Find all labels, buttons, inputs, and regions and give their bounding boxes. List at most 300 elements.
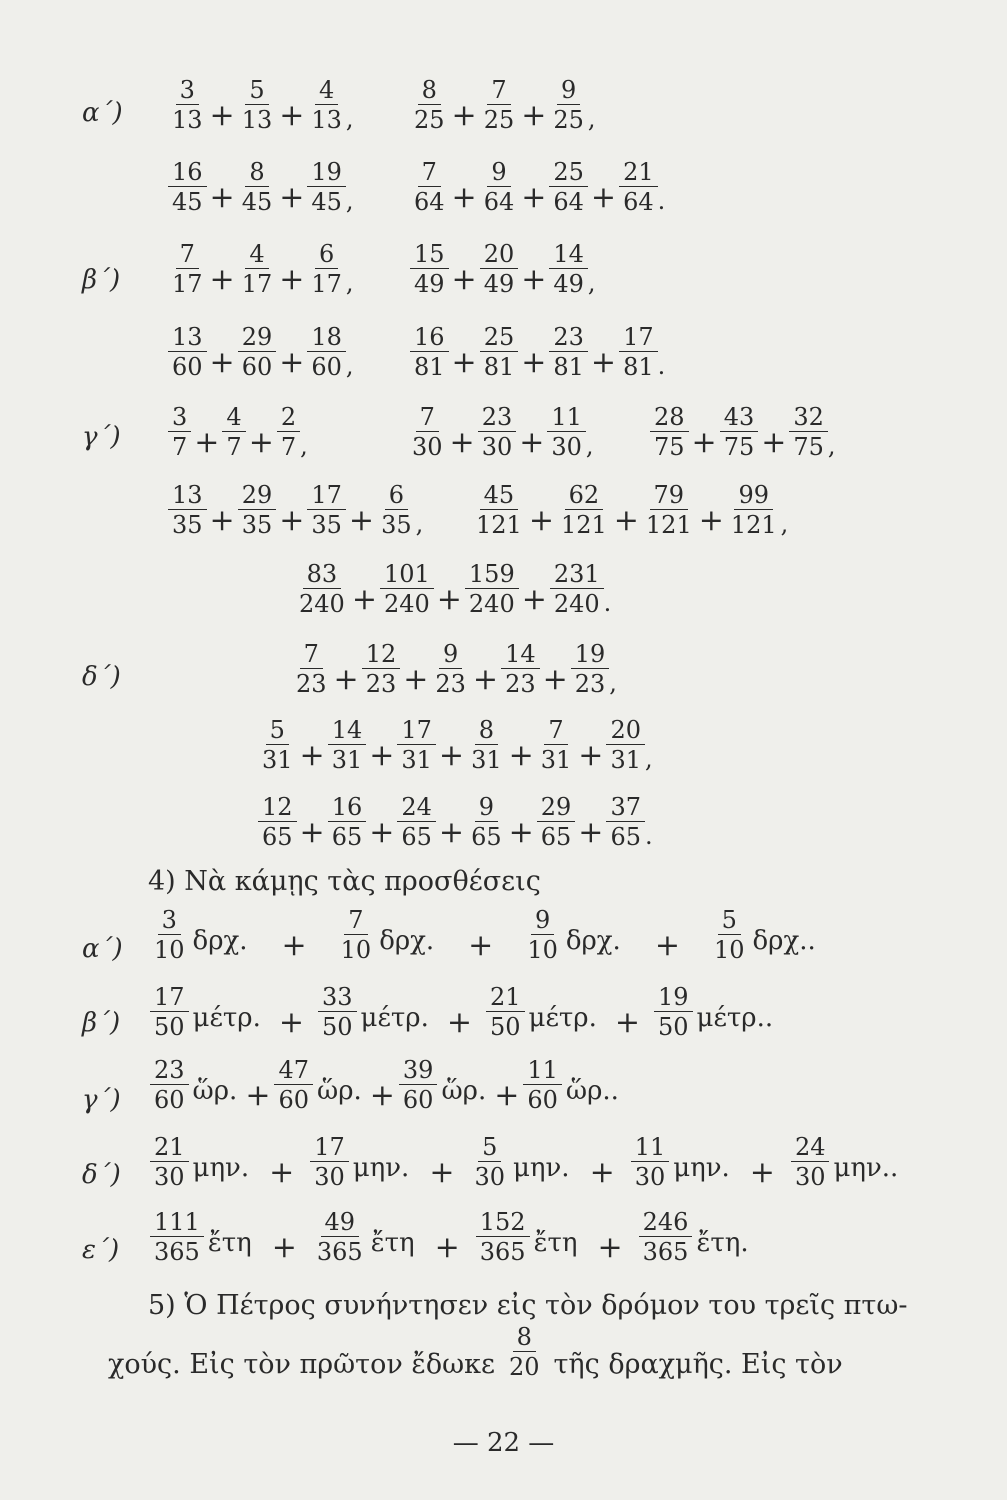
fraction-denominator: 13: [241, 106, 273, 134]
fraction-numerator: 5: [718, 908, 741, 935]
fraction: [549, 325, 588, 379]
fraction-denominator: 365: [154, 1238, 200, 1266]
plus-sign: +: [271, 1229, 297, 1265]
fraction: [399, 1058, 438, 1112]
unit-label: μέτρ.: [360, 1003, 429, 1033]
plus-sign: +: [209, 261, 235, 297]
fraction-denominator: 50: [154, 1013, 185, 1041]
plus-sign: +: [279, 179, 305, 215]
fraction: [168, 483, 207, 537]
fraction-denominator: 25: [553, 106, 584, 134]
fraction: [397, 718, 436, 772]
fraction-numerator: 6: [315, 242, 338, 269]
plus-sign: +: [468, 927, 494, 963]
plus-sign: +: [508, 737, 534, 773]
exercise-row: [295, 562, 611, 616]
fraction-denominator: 49: [414, 270, 445, 298]
punctuation: ,: [587, 105, 596, 133]
fraction-numerator: 16: [168, 160, 207, 187]
fraction-numerator: 17: [307, 483, 346, 510]
fraction-denominator: 45: [311, 188, 342, 216]
fraction-numerator: 29: [238, 483, 277, 510]
fraction: [318, 985, 357, 1039]
fraction-denominator: 60: [154, 1086, 185, 1114]
fraction-numerator: 79: [650, 483, 689, 510]
punctuation: ,: [585, 432, 594, 460]
plus-sign: +: [438, 737, 465, 773]
plus-sign: +: [436, 581, 462, 617]
fraction: [472, 483, 526, 537]
fraction-numerator: 32: [789, 405, 828, 432]
fraction-denominator: 30: [412, 433, 443, 461]
fraction-numerator: 19: [307, 160, 346, 187]
punctuation: .: [657, 187, 666, 215]
fraction: [307, 78, 346, 132]
fraction-numerator: 16: [410, 325, 449, 352]
plus-sign: +: [521, 581, 547, 617]
exercise-row: [410, 78, 596, 132]
fraction-numerator: 9: [557, 78, 580, 105]
exercise-row: [650, 405, 836, 459]
fraction-numerator: 17: [397, 718, 436, 745]
fraction-denominator: 13: [172, 106, 203, 134]
fraction-numerator: 25: [480, 325, 519, 352]
fraction-numerator: 12: [362, 642, 401, 669]
fraction-denominator: 81: [623, 353, 654, 381]
exercise-row: [258, 795, 653, 849]
fraction: [150, 1135, 189, 1189]
fraction-denominator: 30: [474, 1163, 506, 1191]
fraction-numerator: 101: [380, 562, 434, 589]
fraction-denominator: 10: [340, 936, 372, 964]
fraction-denominator: 60: [402, 1086, 434, 1114]
fraction: [238, 325, 277, 379]
fraction-denominator: 7: [226, 433, 242, 461]
plus-sign: +: [508, 814, 534, 850]
fraction: [476, 1210, 530, 1264]
fraction-denominator: 30: [314, 1163, 345, 1191]
fraction-denominator: 31: [331, 746, 363, 774]
fraction-numerator: 9: [439, 642, 462, 669]
plus-sign: +: [521, 179, 547, 215]
exercise-row: [408, 405, 594, 459]
plus-sign: +: [269, 1154, 295, 1190]
section-5-line-2-end: τῆς δραχμῆς. Εἰς τὸν: [553, 1348, 843, 1380]
fraction-denominator: 23: [505, 670, 536, 698]
fraction: [720, 405, 759, 459]
fraction-denominator: 60: [311, 353, 342, 381]
fraction-numerator: 7: [416, 405, 439, 432]
label-gamma-2: γ΄): [82, 1085, 121, 1115]
fraction-denominator: 65: [471, 823, 502, 851]
fraction: [710, 908, 749, 962]
fraction-numerator: 25: [549, 160, 588, 187]
fraction-numerator: 4: [245, 242, 268, 269]
fraction-numerator: 24: [397, 795, 436, 822]
fraction-numerator: 19: [654, 985, 693, 1012]
unit-label: μέτρ.: [528, 1003, 597, 1033]
punctuation: ,: [345, 187, 354, 215]
fraction-numerator: 9: [531, 908, 554, 935]
fraction: [465, 562, 519, 616]
fraction-denominator: 31: [610, 746, 641, 774]
fraction: [431, 642, 470, 696]
fraction: [168, 325, 207, 379]
unit-row: [150, 1135, 902, 1189]
fraction-denominator: 31: [262, 746, 293, 774]
unit-label: μην.: [192, 1153, 250, 1183]
exercise-row: [410, 160, 665, 214]
plus-sign: +: [519, 424, 545, 460]
fraction: [410, 325, 449, 379]
punctuation: ,: [345, 105, 354, 133]
fraction-numerator: 8: [475, 718, 498, 745]
fraction-numerator: 7: [418, 160, 441, 187]
fraction: [606, 718, 645, 772]
fraction-numerator: 29: [537, 795, 576, 822]
fraction-denominator: 35: [311, 511, 342, 539]
fraction-denominator: 49: [483, 270, 515, 298]
fraction: [307, 242, 346, 296]
fraction-denominator: 64: [623, 188, 654, 216]
fraction-numerator: 246: [639, 1210, 693, 1237]
unit-row: [150, 1058, 623, 1112]
fraction-denominator: 10: [713, 936, 745, 964]
punctuation: ,: [780, 510, 789, 538]
fraction: [486, 985, 525, 1039]
fraction: [307, 325, 346, 379]
plus-sign: +: [451, 261, 477, 297]
fraction-denominator: 7: [172, 433, 188, 461]
fraction: [478, 405, 517, 459]
unit-label: μέτρ..: [696, 1003, 774, 1033]
unit-label: ἔτη: [370, 1228, 415, 1258]
fraction-denominator: 25: [414, 106, 445, 134]
fraction-numerator: 5: [478, 1135, 501, 1162]
fraction: [362, 642, 401, 696]
plus-sign: +: [590, 344, 617, 380]
plus-sign: +: [578, 814, 604, 850]
fraction-denominator: 60: [527, 1086, 558, 1114]
fraction: [619, 325, 658, 379]
fraction: [377, 483, 416, 537]
fraction: [523, 908, 562, 962]
plus-sign: +: [472, 661, 499, 697]
fraction: [397, 795, 436, 849]
plus-sign: +: [278, 1004, 304, 1040]
fraction-denominator: 121: [476, 511, 522, 539]
fraction-denominator: 65: [540, 823, 572, 851]
fraction-numerator: 3: [158, 908, 181, 935]
label-alpha-2: α΄): [82, 934, 123, 964]
fraction-denominator: 60: [241, 353, 273, 381]
fraction: [654, 985, 693, 1039]
fraction-numerator: 19: [571, 642, 610, 669]
fraction: [537, 718, 576, 772]
fraction-numerator: 7: [176, 242, 199, 269]
fraction-denominator: 64: [553, 188, 584, 216]
exercise-row: [168, 160, 354, 214]
fraction: [222, 405, 245, 459]
punctuation: .: [603, 589, 612, 617]
fraction-denominator: 23: [435, 670, 466, 698]
unit-label: ὥρ..: [565, 1076, 619, 1106]
fraction-numerator: 152: [476, 1210, 530, 1237]
fraction: [547, 405, 586, 459]
unit-row: [150, 985, 777, 1039]
fraction-denominator: 13: [311, 106, 342, 134]
fraction-denominator: 121: [730, 511, 777, 539]
fraction: [470, 1135, 509, 1189]
plus-sign: +: [369, 737, 395, 773]
plus-sign: +: [299, 814, 325, 850]
fraction-denominator: 50: [658, 1013, 689, 1041]
fraction-denominator: 121: [645, 511, 692, 539]
fraction-denominator: 365: [316, 1238, 363, 1266]
fraction-numerator: 29: [238, 325, 277, 352]
plus-sign: +: [691, 424, 717, 460]
fraction-denominator: 30: [481, 433, 513, 461]
fraction-numerator: 4: [315, 78, 338, 105]
fraction-numerator: 3: [168, 405, 191, 432]
plus-sign: +: [698, 502, 724, 538]
punctuation: ,: [415, 510, 424, 538]
exercise-row: [292, 642, 617, 696]
plus-sign: +: [451, 97, 477, 133]
plus-sign: +: [279, 502, 305, 538]
plus-sign: +: [369, 814, 395, 850]
fraction: [631, 1135, 670, 1189]
plus-sign: +: [589, 1154, 615, 1190]
fraction-numerator: 17: [310, 1135, 349, 1162]
fraction: [328, 718, 367, 772]
fraction-denominator: 240: [383, 590, 430, 618]
exercise-row: [168, 78, 354, 132]
fraction-numerator: 21: [486, 985, 525, 1012]
fraction-numerator: 8: [418, 78, 441, 105]
plus-sign: +: [521, 261, 547, 297]
fraction: [789, 405, 828, 459]
plus-sign: +: [333, 661, 359, 697]
fraction-numerator: 45: [480, 483, 519, 510]
fraction-numerator: 16: [328, 795, 367, 822]
fraction: [549, 160, 588, 214]
plus-sign: +: [351, 581, 377, 617]
punctuation: .: [657, 352, 666, 380]
exercise-row: [168, 325, 354, 379]
plus-sign: +: [597, 1229, 623, 1265]
fraction: [480, 242, 519, 296]
fraction-numerator: 3: [176, 78, 199, 105]
fraction-numerator: 13: [168, 325, 207, 352]
plus-sign: +: [209, 502, 235, 538]
unit-label: δρχ.: [565, 926, 621, 956]
fraction-numerator: 9: [475, 795, 498, 822]
fraction: [238, 78, 277, 132]
label-delta-2: δ΄): [82, 1160, 121, 1190]
fraction-denominator: 240: [553, 590, 600, 618]
unit-label: μην.: [673, 1153, 730, 1183]
exercise-row: [168, 483, 423, 537]
fraction-denominator: 31: [471, 746, 502, 774]
fraction-numerator: 14: [501, 642, 540, 669]
fraction-numerator: 11: [523, 1058, 562, 1085]
section-5-fraction: [505, 1325, 544, 1379]
fraction: [295, 562, 349, 616]
fraction-numerator: 23: [150, 1058, 189, 1085]
fraction-denominator: 10: [154, 936, 185, 964]
fraction-numerator: 159: [465, 562, 519, 589]
fraction-denominator: 75: [654, 433, 685, 461]
plus-sign: +: [279, 261, 305, 297]
unit-label: μην.: [513, 1153, 570, 1183]
fraction-numerator: 11: [547, 405, 586, 432]
fraction-denominator: 17: [241, 270, 273, 298]
fraction-denominator: 81: [414, 353, 445, 381]
fraction-denominator: 65: [401, 823, 432, 851]
fraction-numerator: 39: [399, 1058, 438, 1085]
fraction-numerator: 33: [318, 985, 357, 1012]
fraction: [549, 78, 588, 132]
label-beta: β΄): [82, 265, 121, 295]
fraction-numerator: 4: [222, 405, 245, 432]
fraction-numerator: 14: [549, 242, 588, 269]
fraction: [410, 242, 449, 296]
label-delta: δ΄): [82, 662, 121, 692]
label-alpha: α΄): [82, 98, 123, 128]
fraction-denominator: 20: [508, 1353, 540, 1381]
fraction-denominator: 25: [483, 106, 515, 134]
fraction: [537, 795, 576, 849]
section-4-heading: 4) Νὰ κάμῃς τὰς προσθέσεις: [148, 866, 541, 897]
fraction-denominator: 35: [241, 511, 273, 539]
fraction-denominator: 17: [172, 270, 203, 298]
fraction: [467, 718, 506, 772]
fraction-numerator: 28: [650, 405, 689, 432]
fraction-numerator: 37: [606, 795, 645, 822]
fraction: [328, 795, 367, 849]
plus-sign: +: [446, 1004, 472, 1040]
fraction: [410, 78, 449, 132]
unit-label: ὥρ.: [192, 1076, 238, 1106]
plus-sign: +: [348, 502, 375, 538]
punctuation: ,: [609, 669, 617, 697]
fraction-denominator: 31: [401, 746, 432, 774]
fraction: [238, 483, 277, 537]
fraction: [307, 483, 346, 537]
fraction: [480, 160, 519, 214]
fraction-numerator: 8: [513, 1325, 536, 1352]
fraction-denominator: 35: [172, 511, 203, 539]
plus-sign: +: [194, 424, 220, 460]
fraction-numerator: 7: [344, 908, 367, 935]
punctuation: ,: [300, 432, 308, 460]
unit-label: ἔτη: [533, 1228, 578, 1258]
punctuation: ,: [345, 269, 354, 297]
fraction: [380, 562, 434, 616]
fraction-numerator: 21: [150, 1135, 189, 1162]
fraction-numerator: 17: [619, 325, 658, 352]
fraction: [313, 1210, 367, 1264]
plus-sign: +: [209, 179, 235, 215]
fraction-numerator: 21: [619, 160, 658, 187]
fraction-numerator: 6: [385, 483, 408, 510]
fraction: [619, 160, 658, 214]
fraction: [337, 908, 376, 962]
fraction-numerator: 14: [328, 718, 367, 745]
unit-label: ὥρ.: [441, 1076, 487, 1106]
fraction-denominator: 45: [241, 188, 273, 216]
fraction-denominator: 240: [299, 590, 345, 618]
fraction-numerator: 20: [606, 718, 645, 745]
punctuation: ,: [644, 745, 653, 773]
fraction: [168, 78, 207, 132]
fraction-denominator: 31: [540, 746, 572, 774]
label-gamma: γ΄): [82, 422, 121, 452]
fraction-numerator: 2: [277, 405, 300, 432]
fraction-numerator: 13: [168, 483, 207, 510]
fraction-numerator: 7: [487, 78, 510, 105]
fraction-denominator: 17: [311, 270, 342, 298]
fraction-denominator: 23: [296, 670, 327, 698]
fraction-denominator: 65: [610, 823, 641, 851]
plus-sign: +: [449, 424, 475, 460]
plus-sign: +: [248, 424, 274, 460]
fraction: [571, 642, 610, 696]
plus-sign: +: [749, 1154, 775, 1190]
fraction: [557, 483, 611, 537]
plus-sign: +: [528, 502, 554, 538]
fraction-denominator: 49: [553, 270, 584, 298]
plus-sign: +: [279, 97, 305, 133]
section-5-line-1: 5) Ὁ Πέτρος συνήντησεν εἰς τὸν δρόμον του τρεῖς πτω-: [148, 1290, 908, 1321]
fraction-denominator: 7: [280, 433, 297, 461]
fraction-denominator: 50: [322, 1013, 353, 1041]
section-5-line-2-start: χούς. Εἰς τὸν πρῶτον ἔδωκε: [108, 1348, 495, 1380]
fraction: [150, 1058, 189, 1112]
fraction-numerator: 62: [565, 483, 604, 510]
fraction-denominator: 240: [468, 590, 515, 618]
fraction: [727, 483, 781, 537]
plus-sign: +: [279, 344, 305, 380]
page-number: — 22 —: [452, 1428, 555, 1458]
fraction-numerator: 20: [480, 242, 519, 269]
section-5-line-2: [108, 1325, 843, 1379]
label-epsilon: ε΄): [82, 1235, 120, 1265]
plus-sign: +: [613, 502, 639, 538]
unit-label: ἔτη.: [696, 1228, 749, 1258]
plus-sign: +: [494, 1077, 520, 1113]
fraction-denominator: 30: [154, 1163, 185, 1191]
exercise-row: [410, 325, 665, 379]
unit-label: μέτρ.: [192, 1003, 261, 1033]
plus-sign: +: [245, 1077, 271, 1113]
punctuation: ,: [587, 269, 596, 297]
fraction-numerator: 18: [307, 325, 346, 352]
fraction-numerator: 47: [274, 1058, 313, 1085]
fraction: [168, 160, 207, 214]
fraction-denominator: 365: [479, 1238, 526, 1266]
fraction: [501, 642, 540, 696]
fraction: [238, 160, 277, 214]
plus-sign: +: [542, 661, 568, 697]
fraction-numerator: 23: [549, 325, 588, 352]
plus-sign: +: [614, 1004, 640, 1040]
plus-sign: +: [451, 344, 477, 380]
fraction-numerator: 5: [266, 718, 289, 745]
fraction: [168, 405, 191, 459]
label-beta-2: β΄): [82, 1008, 121, 1038]
